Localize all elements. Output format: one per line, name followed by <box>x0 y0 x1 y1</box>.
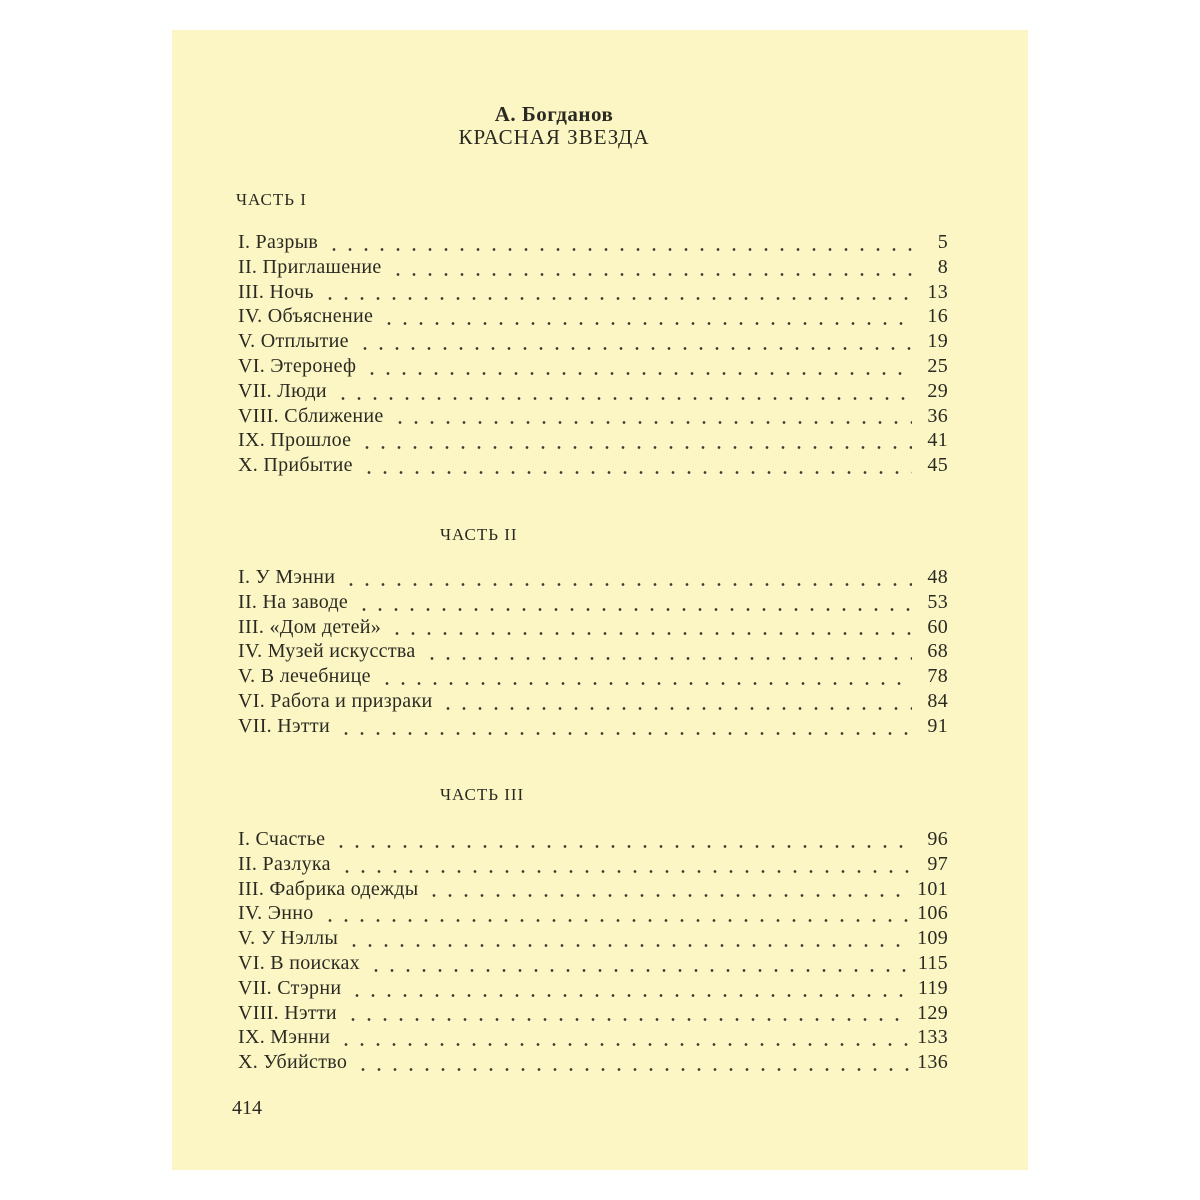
part-1-heading: ЧАСТЬ I <box>236 190 307 209</box>
chapter-title: I. У Мэнни <box>238 566 336 588</box>
chapter-title: IX. Мэнни <box>238 1026 331 1049</box>
chapter-title: III. Ночь <box>238 280 314 303</box>
page-number: 115 <box>917 951 948 974</box>
dot-leader <box>389 632 912 635</box>
book-page <box>172 30 1028 1170</box>
chapter-title: I. Разрыв <box>238 231 319 253</box>
chapter-title: II. На заводе <box>238 590 349 613</box>
toc-entry <box>238 454 948 479</box>
dot-leader <box>379 682 912 685</box>
page-number: 13 <box>927 280 948 303</box>
dot-leader <box>426 894 911 897</box>
dot-leader <box>359 446 912 449</box>
chapter-title: IX. Прошлое <box>238 429 352 452</box>
chapter-title: V. Отплытие <box>238 330 349 353</box>
page-number: 136 <box>917 1051 948 1074</box>
dot-leader <box>349 994 911 997</box>
toc-entry <box>238 715 948 740</box>
chapter-title: IV. Энно <box>238 902 314 925</box>
page-number: 8 <box>937 255 948 278</box>
dot-leader <box>326 248 912 251</box>
toc-entry <box>238 853 948 878</box>
toc-entry <box>238 902 948 927</box>
dot-leader <box>338 1043 911 1046</box>
chapter-title: X. Прибытие <box>238 454 353 477</box>
chapter-title: VII. Нэтти <box>238 714 330 737</box>
dot-leader <box>361 471 912 474</box>
dot-leader <box>343 583 912 586</box>
toc-entry <box>238 231 948 256</box>
toc-entry <box>238 256 948 281</box>
dot-leader <box>440 707 912 710</box>
part-2-heading: ЧАСТЬ II <box>440 525 518 544</box>
toc-entry <box>238 665 948 690</box>
page-number: 84 <box>927 689 948 712</box>
chapter-title: V. У Нэллы <box>238 927 339 950</box>
page-number: 45 <box>927 454 948 477</box>
toc-entry <box>238 977 948 1002</box>
dot-leader <box>339 870 912 873</box>
page-number: 119 <box>917 976 948 999</box>
dot-leader <box>381 322 912 325</box>
chapter-title: X. Убийство <box>238 1051 348 1074</box>
page-number: 60 <box>927 615 948 638</box>
chapter-title: I. Счастье <box>238 828 326 850</box>
chapter-title: VIII. Нэтти <box>238 1001 337 1024</box>
toc-entry <box>238 616 948 641</box>
page-number: 53 <box>927 590 948 613</box>
toc-entry <box>238 1026 948 1051</box>
page-folio-number: 414 <box>232 1097 262 1119</box>
book-title: КРАСНАЯ ЗВЕЗДА <box>458 125 650 149</box>
dot-leader <box>390 273 912 276</box>
chapter-title: II. Разлука <box>238 852 331 875</box>
chapter-title: VII. Стэрни <box>238 976 342 999</box>
page-number: 96 <box>927 828 948 850</box>
toc-entry <box>238 927 948 952</box>
toc-entry <box>238 330 948 355</box>
toc-entry <box>238 305 948 330</box>
chapter-title: VIII. Сближение <box>238 404 384 427</box>
toc-entry <box>238 281 948 306</box>
page-number: 106 <box>917 902 948 925</box>
chapter-title: V. В лечебнице <box>238 665 371 688</box>
toc-entry <box>238 566 948 591</box>
dot-leader <box>424 657 912 660</box>
page-number: 101 <box>917 877 948 900</box>
chapter-title: II. Приглашение <box>238 255 382 278</box>
dot-leader <box>357 347 912 350</box>
part-3-chapter-list <box>238 828 948 1076</box>
chapter-title: VII. Люди <box>238 379 327 402</box>
chapter-title: VI. Этеронеф <box>238 354 357 377</box>
page-number: 25 <box>927 354 948 377</box>
page-number: 97 <box>927 852 948 875</box>
page-number: 109 <box>917 927 948 950</box>
dot-leader <box>364 372 912 375</box>
part-3-heading: ЧАСТЬ III <box>440 785 525 804</box>
page-number: 5 <box>937 231 948 253</box>
part-2-chapter-list <box>238 566 948 740</box>
page-number: 91 <box>927 714 948 737</box>
dot-leader <box>322 297 912 300</box>
dot-leader <box>346 944 911 947</box>
dot-leader <box>333 845 912 848</box>
page-number: 129 <box>917 1001 948 1024</box>
toc-entry <box>238 952 948 977</box>
toc-entry <box>238 878 948 903</box>
chapter-title: VI. В поисках <box>238 951 360 974</box>
toc-entry <box>238 1002 948 1027</box>
page-number: 48 <box>927 566 948 588</box>
dot-leader <box>345 1018 911 1021</box>
dot-leader <box>392 421 912 424</box>
toc-entry <box>238 429 948 454</box>
part-1-chapter-list <box>238 231 948 479</box>
toc-entry <box>238 1051 948 1076</box>
dot-leader <box>335 397 912 400</box>
page-number: 78 <box>927 665 948 688</box>
chapter-title: IV. Объяснение <box>238 305 374 328</box>
page-number: 133 <box>917 1026 948 1049</box>
toc-entry <box>238 591 948 616</box>
dot-leader <box>368 969 912 972</box>
toc-entry <box>238 690 948 715</box>
toc-entry <box>238 828 948 853</box>
chapter-title: III. «Дом детей» <box>238 615 382 638</box>
dot-leader <box>338 732 912 735</box>
page-number: 36 <box>927 404 948 427</box>
toc-entry <box>238 405 948 430</box>
dot-leader <box>322 919 912 922</box>
page-number: 29 <box>927 379 948 402</box>
page-number: 19 <box>927 330 948 353</box>
page-number: 68 <box>927 640 948 663</box>
page-number: 41 <box>927 429 948 452</box>
author-name: А. Богданов <box>494 102 614 126</box>
dot-leader <box>355 1068 911 1071</box>
dot-leader <box>356 608 912 611</box>
toc-entry <box>238 380 948 405</box>
chapter-title: VI. Работа и призраки <box>238 689 433 712</box>
chapter-title: III. Фабрика одежды <box>238 877 419 900</box>
toc-entry <box>238 640 948 665</box>
toc-entry <box>238 355 948 380</box>
page-number: 16 <box>927 305 948 328</box>
chapter-title: IV. Музей искусства <box>238 640 416 663</box>
